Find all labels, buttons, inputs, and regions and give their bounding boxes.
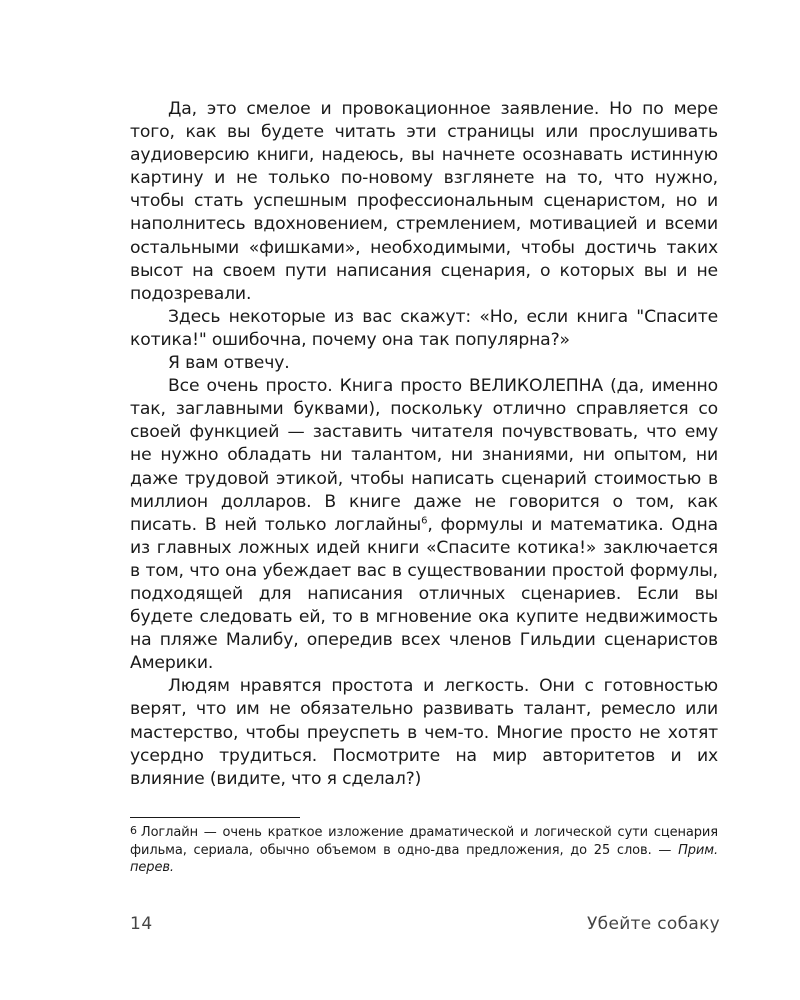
- page-number: 14: [130, 914, 153, 934]
- footnote-text: Логлайн — очень краткое изложение драматической и логической сути сценария фильма, сериала, обычно объемом в одно-два предложения, до 25 слов. —: [130, 825, 718, 858]
- footnote-reference[interactable]: 6: [421, 514, 428, 526]
- page-body: [130, 98, 718, 791]
- footnote-number: 6: [130, 824, 137, 837]
- paragraph-4: [130, 375, 718, 675]
- paragraph-5: Людям нравятся простота и легкость. Они с готовностью верят, что им не обязательно развивать талант, ремесло или мастерство, чтобы преуспеть в чем-то. Многие просто не хотят усердно трудиться. Посмотрите на мир авторитетов и их влияние (видите, что я сделал?): [130, 676, 718, 789]
- paragraph-2: Здесь некоторые из вас скажут: «Но, если книга "Спасите котика!" ошибочна, почему она так популярна?»: [130, 306, 718, 350]
- main-text: [130, 98, 718, 791]
- paragraph-3: Я вам отвечу.: [168, 353, 290, 374]
- footnote-translator-note: Прим. перев.: [130, 842, 718, 875]
- footnote: [130, 822, 718, 877]
- paragraph-4-text-a: Все очень просто. Книга просто ВЕЛИКОЛЕПНА (да, именно так, заглавными буквами), поскольку отлично справляется со своей функцией — заставить читателя почувствовать, что ему не нужно обладать ни талантом, ни знаниями, ни опытом, ни даже трудовой этикой, чтобы написать сценарий стоимостью в миллион долларов. В книге даже не говорится о том, как писать. В ней только логлайны: [130, 376, 718, 535]
- paragraph-4-text-b: , формулы и математика. Одна из главных ложных идей книги «Спасите котика!» заключается в том, что она убеждает вас в существовании простой формулы, подходящей для написания отличных сценариев. Если вы будете следовать ей, то в мгновение ока купите недвижимость на пляже Малибу, опередив всех членов Гильдии сценаристов Америки.: [130, 514, 718, 674]
- paragraph-1: Да, это смелое и провокационное заявление. Но по мере того, как вы будете читать эти страницы или прослушивать аудиоверсию книги, надеюсь, вы начнете осознавать истинную картину и не только по-новому взглянете на то, что нужно, чтобы стать успешным профессиональным сценаристом, но и наполнитесь вдохновением, стремлением, мотивацией и всеми остальными «фишками», необходимыми, чтобы достичь таких высот на своем пути написания сценария, о которых вы и не подозревали.: [130, 99, 718, 304]
- running-title: Убейте собаку: [587, 914, 720, 934]
- footnote-divider: [130, 817, 300, 818]
